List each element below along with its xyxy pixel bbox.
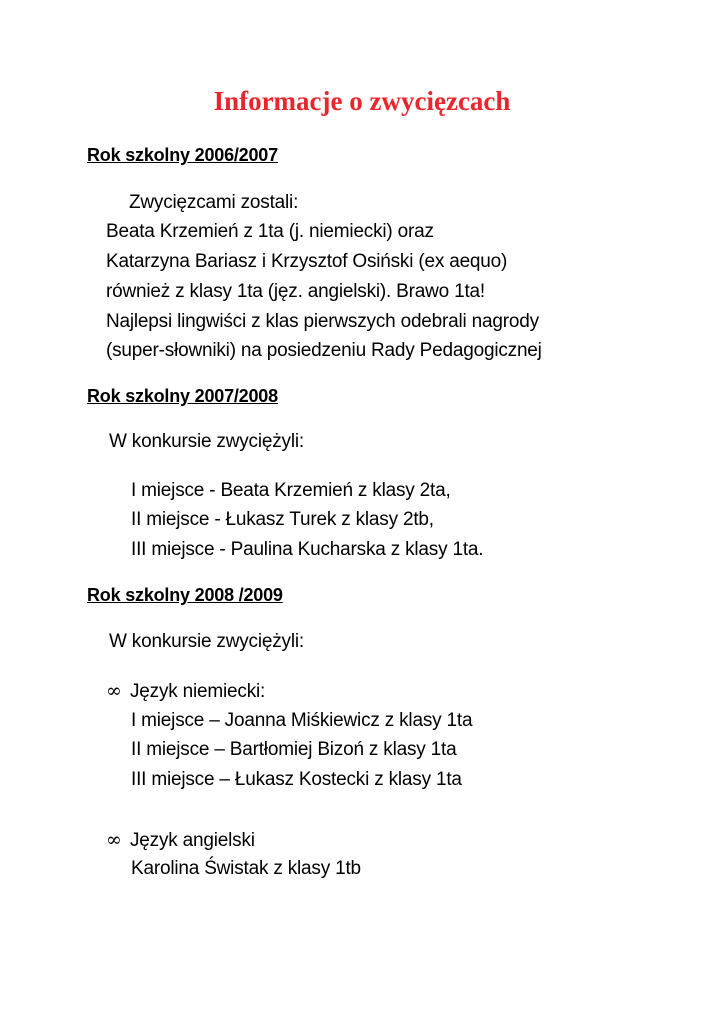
place-entry: I miejsce – Joanna Miśkiewicz z klasy 1ta (131, 710, 473, 731)
infinity-bullet-icon: ∞ (106, 680, 122, 702)
infinity-bullet-icon: ∞ (106, 829, 122, 851)
language-group-heading (106, 680, 265, 703)
section-heading-2007-2008: Rok szkolny 2007/2008 (87, 386, 278, 406)
place-entry: III miejsce – Łukasz Kostecki z klasy 1ta (131, 769, 462, 790)
section-intro: W konkursie zwyciężyli: (109, 631, 304, 652)
section-line: Zwycięzcami zostali: (129, 192, 299, 213)
section-line: również z klasy 1ta (jęz. angielski). Brawo 1ta! (106, 281, 486, 302)
section-intro: W konkursie zwyciężyli: (109, 431, 304, 452)
place-entry: I miejsce - Beata Krzemień z klasy 2ta, (131, 480, 451, 501)
place-entry: III miejsce - Paulina Kucharska z klasy 1ta. (131, 539, 484, 560)
section-line: Najlepsi lingwiści z klas pierwszych odebrali nagrody (106, 311, 539, 332)
language-label: Język niemiecki: (130, 681, 266, 702)
place-entry: II miejsce - Łukasz Turek z klasy 2tb, (131, 509, 434, 530)
language-group-heading (106, 829, 255, 852)
language-label: Język angielski (130, 830, 255, 851)
section-line: Beata Krzemień z 1ta (j. niemiecki) oraz (106, 221, 434, 242)
section-heading-2006-2007: Rok szkolny 2006/2007 (87, 145, 278, 165)
section-line: Katarzyna Bariasz i Krzysztof Osiński (ex aequo) (106, 251, 508, 272)
page-title: Informacje o zwycięzcach (213, 86, 511, 116)
place-entry: II miejsce – Bartłomiej Bizoń z klasy 1ta (131, 739, 457, 760)
winner-entry: Karolina Świstak z klasy 1tb (131, 858, 361, 879)
section-line: (super-słowniki) na posiedzeniu Rady Pedagogicznej (106, 340, 542, 361)
section-heading-2008-2009: Rok szkolny 2008 /2009 (87, 585, 283, 605)
